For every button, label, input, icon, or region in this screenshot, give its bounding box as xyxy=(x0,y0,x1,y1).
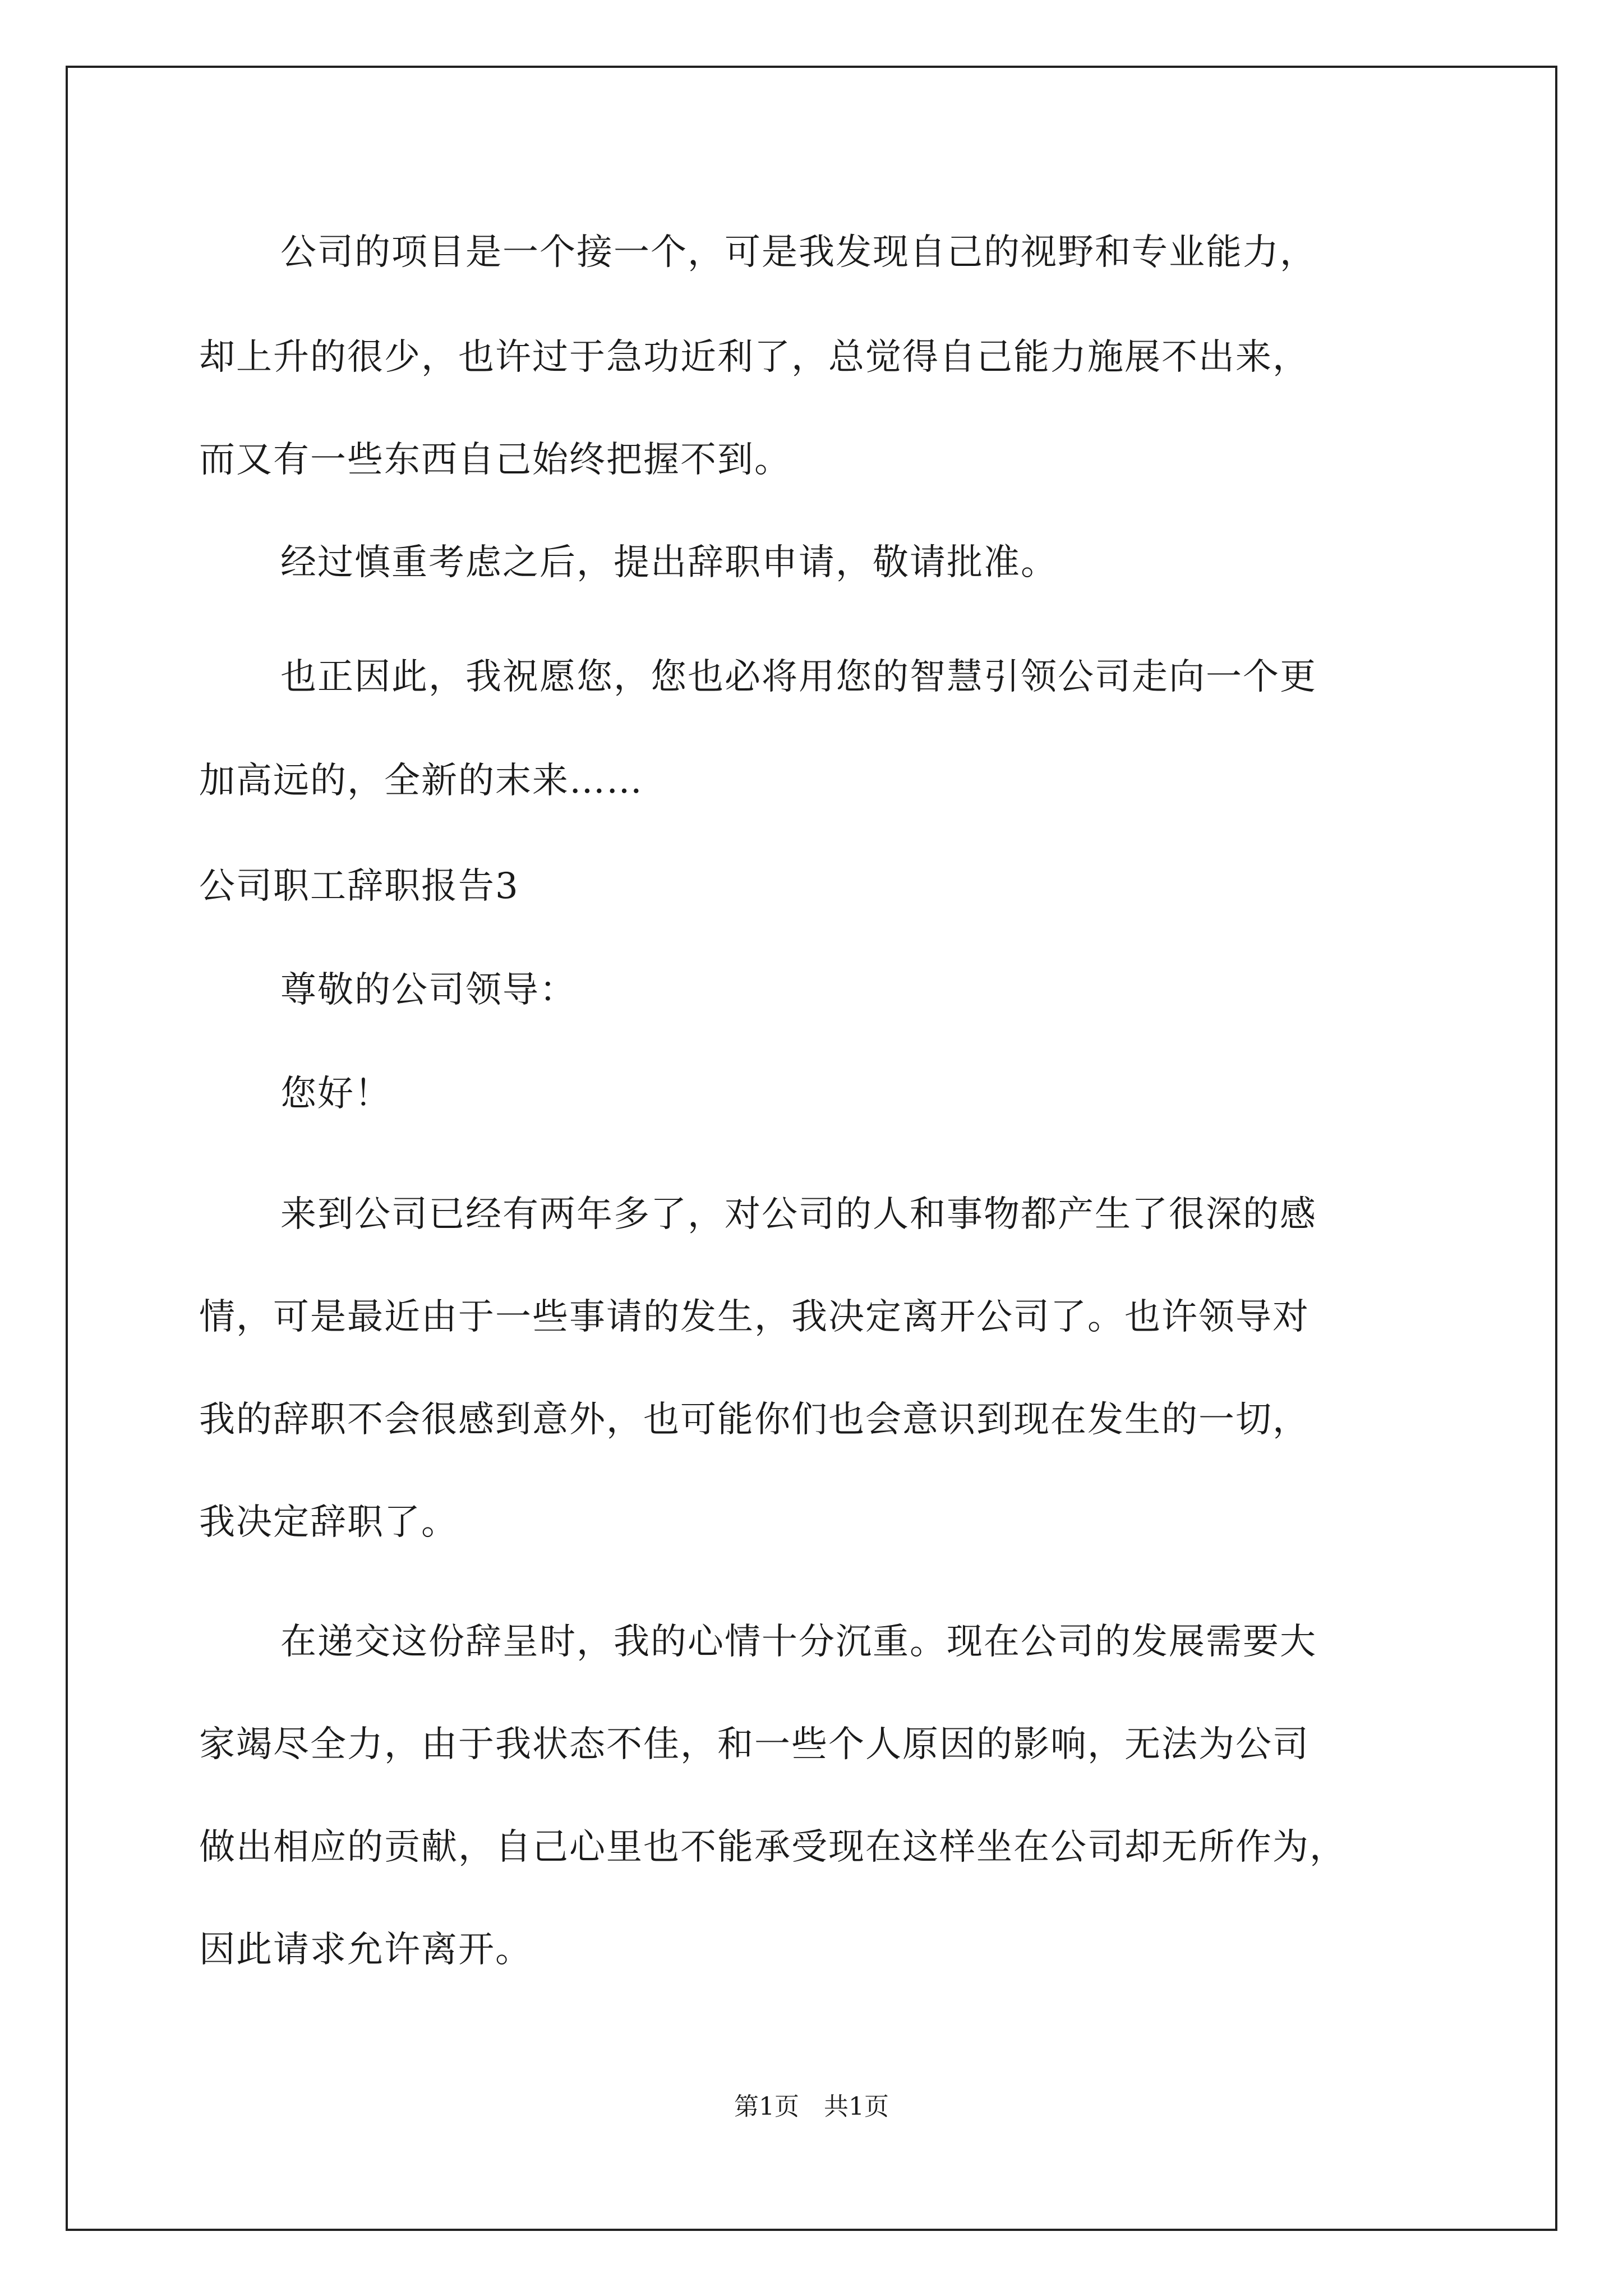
paragraph-line: 也正因此，我祝愿您，您也必将用您的智慧引领公司走向一个更 xyxy=(280,656,1317,698)
paragraph-line: 情，可是最近由于一些事请的发生，我决定离开公司了。也许领导对 xyxy=(199,1296,1310,1338)
paragraph-line: 经过慎重考虑之后，提出辞职申请，敬请批准。 xyxy=(280,542,1058,583)
salutation: 尊敬的公司领导： xyxy=(280,969,577,1011)
paragraph-line: 我决定辞职了。 xyxy=(199,1502,458,1543)
paragraph-line: 家竭尽全力，由于我状态不佳，和一些个人原因的影响，无法为公司 xyxy=(199,1724,1310,1765)
page-border xyxy=(66,66,1557,2231)
paragraph-line: 却上升的很少，也许过于急功近利了，总觉得自己能力施展不出来， xyxy=(199,337,1310,378)
paragraph-line: 公司的项目是一个接一个，可是我发现自己的视野和专业能力， xyxy=(280,232,1317,273)
paragraph-line: 而又有一些东西自己始终把握不到。 xyxy=(199,439,791,481)
paragraph-line: 做出相应的贡献，自己心里也不能承受现在这样坐在公司却无所作为， xyxy=(199,1826,1347,1868)
section-heading: 公司职工辞职报告3 xyxy=(199,866,519,907)
page-number-footer: 第1页 共1页 xyxy=(734,2092,889,2121)
paragraph-line: 在递交这份辞呈时，我的心情十分沉重。现在公司的发展需要大 xyxy=(280,1621,1317,1663)
greeting: 您好！ xyxy=(280,1073,391,1115)
paragraph-line: 加高远的，全新的末来…… xyxy=(199,760,643,802)
paragraph-line: 来到公司已经有两年多了，对公司的人和事物都产生了很深的感 xyxy=(280,1194,1317,1235)
paragraph-line: 我的辞职不会很感到意外，也可能你们也会意识到现在发生的一切， xyxy=(199,1399,1310,1441)
paragraph-line: 因此请求允许离开。 xyxy=(199,1929,532,1971)
